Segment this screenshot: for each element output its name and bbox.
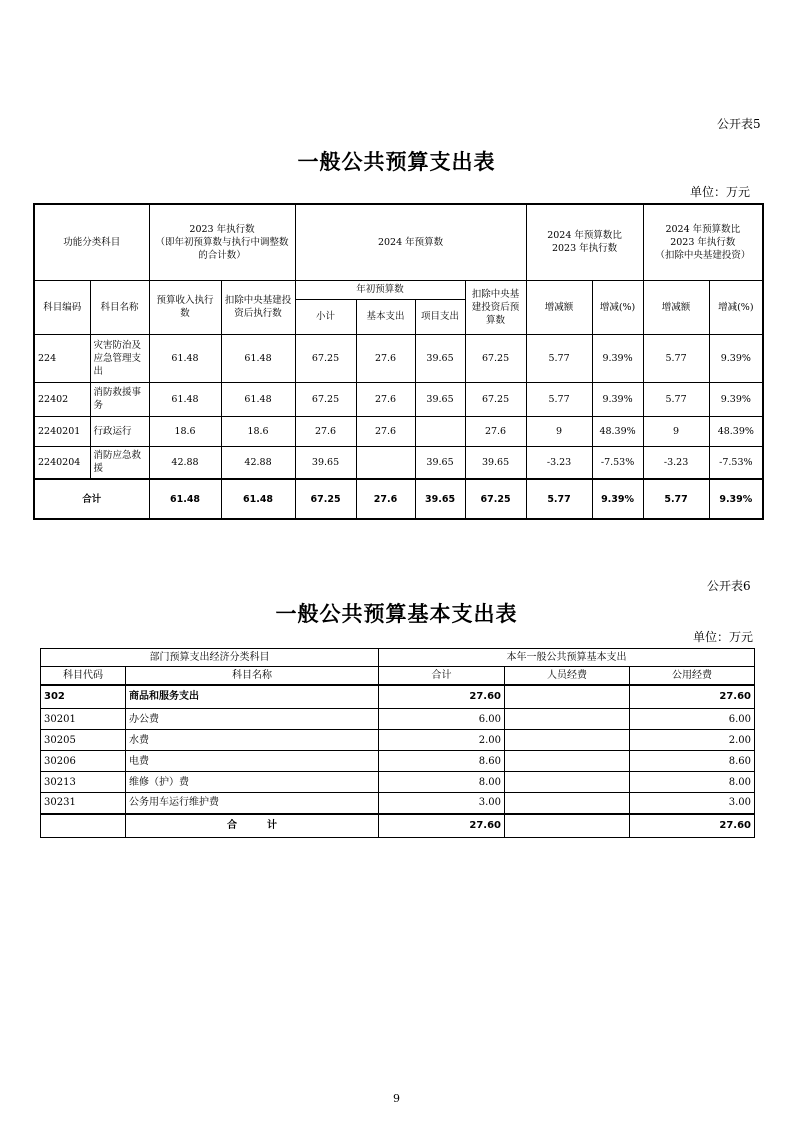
header-func-category: 功能分类科目 — [34, 204, 149, 280]
row-public: 8.60 — [630, 751, 755, 772]
row-name: 公务用车运行维护费 — [126, 793, 379, 814]
row-revenue-exec: 42.88 — [149, 446, 221, 479]
total-inc-pct2: 9.39% — [709, 479, 763, 519]
total-budget-excl: 67.25 — [465, 479, 526, 519]
header-dept-category: 部门预算支出经济分类科目 — [41, 649, 379, 667]
header-inc-pct: 增减(%) — [592, 280, 643, 334]
header-inc-pct2: 增减(%) — [709, 280, 763, 334]
row-project: 39.65 — [415, 334, 465, 382]
row-exec-excl: 61.48 — [221, 382, 295, 416]
row-name: 水费 — [126, 730, 379, 751]
row-name: 行政运行 — [90, 416, 149, 446]
row-name: 消防救援事务 — [90, 382, 149, 416]
row-budget-excl: 67.25 — [465, 334, 526, 382]
row-name: 办公费 — [126, 709, 379, 730]
row-personnel — [505, 772, 630, 793]
row-total: 3.00 — [379, 793, 505, 814]
row-code: 30205 — [41, 730, 126, 751]
table-row — [34, 382, 763, 416]
total-exec-excl: 61.48 — [221, 479, 295, 519]
header-basic: 基本支出 — [356, 299, 415, 334]
header-inc-amt2: 增减额 — [643, 280, 709, 334]
header-public: 公用经费 — [630, 667, 755, 685]
row-personnel — [505, 730, 630, 751]
row-code: 30213 — [41, 772, 126, 793]
row-inc-amt2: 9 — [643, 416, 709, 446]
row-code: 2240204 — [34, 446, 90, 479]
row-budget-excl: 39.65 — [465, 446, 526, 479]
total-project: 39.65 — [415, 479, 465, 519]
row-code: 30201 — [41, 709, 126, 730]
header-project: 项目支出 — [415, 299, 465, 334]
row-inc-amt2: 5.77 — [643, 382, 709, 416]
row-code: 30206 — [41, 751, 126, 772]
row-name: 电费 — [126, 751, 379, 772]
table-row — [41, 751, 755, 772]
general-budget-expenditure-table — [33, 203, 764, 520]
row-basic: 27.6 — [356, 334, 415, 382]
total-public: 27.60 — [630, 814, 755, 838]
total-inc-pct: 9.39% — [592, 479, 643, 519]
header-name: 科目名称 — [90, 280, 149, 334]
row-subtotal: 67.25 — [295, 382, 356, 416]
row-project: 39.65 — [415, 446, 465, 479]
row-inc-pct: 9.39% — [592, 334, 643, 382]
row-public: 8.00 — [630, 772, 755, 793]
row-basic: 27.6 — [356, 382, 415, 416]
header-code: 科目代码 — [41, 667, 126, 685]
total-subtotal: 67.25 — [295, 479, 356, 519]
row-subtotal: 27.6 — [295, 416, 356, 446]
general-budget-basic-expenditure-table — [40, 648, 755, 838]
table5-tag: 公开表5 — [717, 117, 761, 131]
row-inc-pct: -7.53% — [592, 446, 643, 479]
row-inc-amt2: -3.23 — [643, 446, 709, 479]
row-exec-excl: 18.6 — [221, 416, 295, 446]
row-inc-pct2: 48.39% — [709, 416, 763, 446]
table-row — [34, 334, 763, 382]
row-exec-excl: 61.48 — [221, 334, 295, 382]
table-row — [41, 709, 755, 730]
header-cmp-excl: 2024 年预算数比 2023 年执行数 （扣除中央基建投资） — [643, 204, 763, 280]
total-revenue-exec: 61.48 — [149, 479, 221, 519]
header-inc-amt: 增减额 — [526, 280, 592, 334]
row-total: 8.60 — [379, 751, 505, 772]
total-personnel — [505, 814, 630, 838]
row-personnel — [505, 793, 630, 814]
row-inc-pct: 48.39% — [592, 416, 643, 446]
table-row — [34, 446, 763, 479]
row-total: 6.00 — [379, 709, 505, 730]
row-basic: 27.6 — [356, 416, 415, 446]
row-personnel — [505, 751, 630, 772]
row-name: 消防应急救援 — [90, 446, 149, 479]
row-inc-amt: 5.77 — [526, 382, 592, 416]
row-personnel — [505, 709, 630, 730]
total-row — [34, 479, 763, 519]
total-total: 27.60 — [379, 814, 505, 838]
group-code: 302 — [41, 685, 126, 709]
table-row — [34, 416, 763, 446]
header-budget-2024: 2024 年预算数 — [295, 204, 526, 280]
row-inc-amt: -3.23 — [526, 446, 592, 479]
row-basic — [356, 446, 415, 479]
table-row — [41, 730, 755, 751]
row-inc-amt2: 5.77 — [643, 334, 709, 382]
total-label: 合计 — [34, 479, 149, 519]
table6-title: 一般公共预算基本支出表 — [275, 602, 518, 626]
row-public: 6.00 — [630, 709, 755, 730]
table6-unit: 单位：万元 — [693, 630, 754, 644]
header-total: 合计 — [379, 667, 505, 685]
group-name: 商品和服务支出 — [126, 685, 379, 709]
table6-tag: 公开表6 — [707, 579, 751, 593]
table5-title: 一般公共预算支出表 — [297, 150, 496, 174]
row-code: 224 — [34, 334, 90, 382]
row-project — [415, 416, 465, 446]
total-row — [41, 814, 755, 838]
row-public: 3.00 — [630, 793, 755, 814]
group-row — [41, 685, 755, 709]
row-code: 30231 — [41, 793, 126, 814]
header-budget-excl: 扣除中央基建投资后预算数 — [465, 280, 526, 334]
header-cmp-exec: 2024 年预算数比 2023 年执行数 — [526, 204, 643, 280]
row-inc-pct2: 9.39% — [709, 382, 763, 416]
row-code: 22402 — [34, 382, 90, 416]
header-initial: 年初预算数 — [295, 280, 465, 299]
total-basic: 27.6 — [356, 479, 415, 519]
row-revenue-exec: 61.48 — [149, 382, 221, 416]
row-total: 2.00 — [379, 730, 505, 751]
header-exec-excl: 扣除中央基建投资后执行数 — [221, 280, 295, 334]
row-inc-pct2: -7.53% — [709, 446, 763, 479]
page-number: 9 — [393, 1092, 400, 1105]
row-inc-amt: 9 — [526, 416, 592, 446]
row-inc-amt: 5.77 — [526, 334, 592, 382]
row-exec-excl: 42.88 — [221, 446, 295, 479]
total-inc-amt: 5.77 — [526, 479, 592, 519]
row-project: 39.65 — [415, 382, 465, 416]
table-row — [41, 793, 755, 814]
row-revenue-exec: 61.48 — [149, 334, 221, 382]
row-total: 8.00 — [379, 772, 505, 793]
header-code: 科目编码 — [34, 280, 90, 334]
table5-unit: 单位：万元 — [690, 185, 751, 199]
header-personnel: 人员经费 — [505, 667, 630, 685]
group-total: 27.60 — [379, 685, 505, 709]
header-revenue-exec: 预算收入执行数 — [149, 280, 221, 334]
row-subtotal: 67.25 — [295, 334, 356, 382]
row-subtotal: 39.65 — [295, 446, 356, 479]
row-budget-excl: 67.25 — [465, 382, 526, 416]
header-exec-2023: 2023 年执行数 （即年初预算数与执行中调整数的合计数） — [149, 204, 295, 280]
row-revenue-exec: 18.6 — [149, 416, 221, 446]
row-name: 维修（护）费 — [126, 772, 379, 793]
group-public: 27.60 — [630, 685, 755, 709]
row-budget-excl: 27.6 — [465, 416, 526, 446]
row-inc-pct2: 9.39% — [709, 334, 763, 382]
total-inc-amt2: 5.77 — [643, 479, 709, 519]
header-subtotal: 小计 — [295, 299, 356, 334]
row-code: 2240201 — [34, 416, 90, 446]
table-row — [41, 772, 755, 793]
row-public: 2.00 — [630, 730, 755, 751]
row-name: 灾害防治及应急管理支出 — [90, 334, 149, 382]
header-name: 科目名称 — [126, 667, 379, 685]
header-general-basic: 本年一般公共预算基本支出 — [379, 649, 755, 667]
group-personnel — [505, 685, 630, 709]
row-inc-pct: 9.39% — [592, 382, 643, 416]
total-label: 合 计 — [126, 814, 379, 838]
